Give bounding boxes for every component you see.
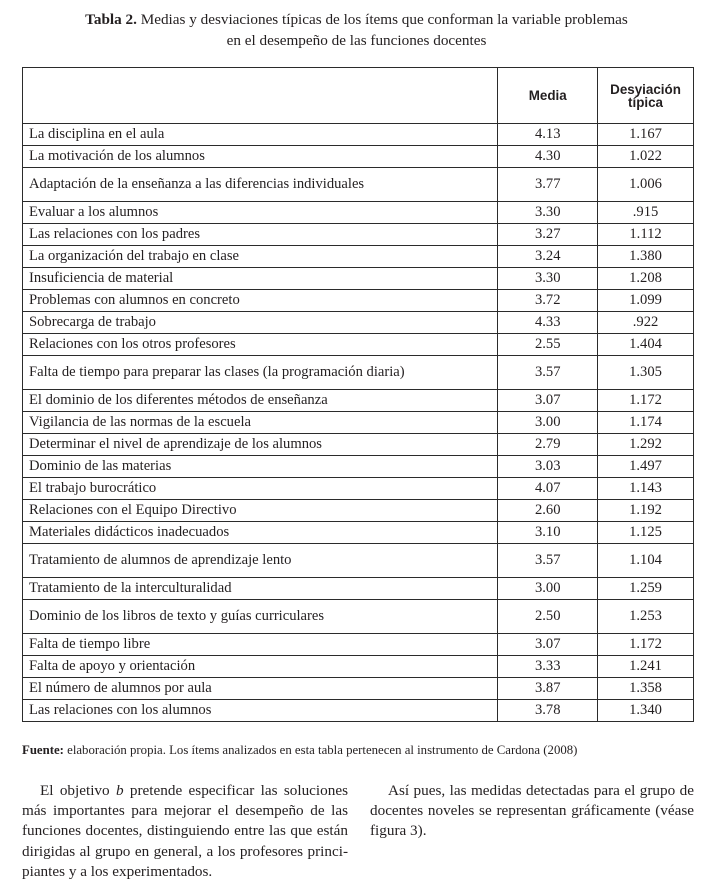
item-cell: Relaciones con los otros profesores: [23, 334, 498, 356]
table-row: [23, 312, 694, 334]
table-row: [23, 600, 694, 634]
table-header-row: [23, 68, 694, 124]
caption-title-part-1: Medias y desviaciones típicas de los ítems que conforman la variable problemas: [140, 11, 628, 28]
item-cell: Falta de tiempo libre: [23, 634, 498, 656]
header-desviacion-line-1: Desyiación: [610, 81, 681, 97]
media-cell: 4.13: [498, 124, 598, 146]
table-row: [23, 578, 694, 600]
media-cell: 3.07: [498, 390, 598, 412]
table-row: [23, 290, 694, 312]
item-cell: El número de alumnos por aula: [23, 678, 498, 700]
item-cell: Tratamiento de alumnos de aprendizaje lento: [23, 544, 498, 578]
table-row: [23, 700, 694, 722]
item-cell: Insuficiencia de material: [23, 268, 498, 290]
item-cell: Las relaciones con los padres: [23, 224, 498, 246]
item-cell: El dominio de los diferentes métodos de enseñanza: [23, 390, 498, 412]
media-cell: 3.03: [498, 456, 598, 478]
desviacion-cell: 1.167: [598, 124, 694, 146]
desviacion-cell: 1.340: [598, 700, 694, 722]
desviacion-cell: 1.380: [598, 246, 694, 268]
table-row: [23, 434, 694, 456]
header-desviacion: [598, 68, 694, 124]
left-text-start: El objetivo: [40, 782, 116, 799]
item-cell: Tratamiento de la interculturalidad: [23, 578, 498, 600]
item-cell: Dominio de los libros de texto y guías curriculares: [23, 600, 498, 634]
desviacion-cell: 1.358: [598, 678, 694, 700]
item-cell: La organización del trabajo en clase: [23, 246, 498, 268]
media-cell: 4.07: [498, 478, 598, 500]
table-row: [23, 634, 694, 656]
item-cell: Determinar el nivel de aprendizaje de los alumnos: [23, 434, 498, 456]
header-desviacion-line-2: típica: [628, 94, 664, 110]
table-row: [23, 678, 694, 700]
item-cell: Materiales didácticos inadecuados: [23, 522, 498, 544]
media-cell: 2.79: [498, 434, 598, 456]
desviacion-cell: 1.112: [598, 224, 694, 246]
media-cell: 2.55: [498, 334, 598, 356]
body-column-right: [370, 781, 694, 842]
media-cell: 3.33: [498, 656, 598, 678]
item-cell: Adaptación de la enseñanza a las diferencias individuales: [23, 168, 498, 202]
desviacion-cell: 1.172: [598, 390, 694, 412]
item-cell: Problemas con alumnos en concreto: [23, 290, 498, 312]
desviacion-cell: 1.497: [598, 456, 694, 478]
header-item: [23, 68, 498, 124]
item-cell: Relaciones con el Equipo Directivo: [23, 500, 498, 522]
table-source-note: [22, 742, 694, 758]
item-cell: Falta de apoyo y orientación: [23, 656, 498, 678]
caption-label: Tabla 2.: [85, 11, 137, 28]
item-cell: Vigilancia de las normas de la escuela: [23, 412, 498, 434]
item-cell: El trabajo burocrático: [23, 478, 498, 500]
item-cell: Falta de tiempo para preparar las clases (la programación diaria): [23, 356, 498, 390]
table-row: [23, 500, 694, 522]
media-cell: 2.60: [498, 500, 598, 522]
table-row: [23, 224, 694, 246]
desviacion-cell: 1.125: [598, 522, 694, 544]
table-row: [23, 456, 694, 478]
desviacion-cell: 1.174: [598, 412, 694, 434]
desviacion-cell: 1.172: [598, 634, 694, 656]
desviacion-cell: 1.022: [598, 146, 694, 168]
desviacion-cell: 1.143: [598, 478, 694, 500]
left-text-rest: pretende especificar las soluciones más importantes para mejorar el desempeño de las funciones docentes, distinguiendo entre las que están dirigidas al grupo en general, a los profesores principiantes y a los experimentados.: [22, 782, 348, 880]
table-row: [23, 356, 694, 390]
item-cell: Dominio de las materias: [23, 456, 498, 478]
caption-line-1: [0, 9, 713, 30]
data-table: [22, 67, 694, 722]
item-cell: Sobrecarga de trabajo: [23, 312, 498, 334]
desviacion-cell: 1.259: [598, 578, 694, 600]
table-body: [23, 124, 694, 722]
desviacion-cell: 1.253: [598, 600, 694, 634]
table-row: [23, 202, 694, 224]
left-text-italic: b: [115, 782, 124, 799]
media-cell: 4.33: [498, 312, 598, 334]
media-cell: 3.30: [498, 202, 598, 224]
item-cell: La disciplina en el aula: [23, 124, 498, 146]
media-cell: 3.24: [498, 246, 598, 268]
table-caption: [0, 9, 713, 51]
desviacion-cell: .915: [598, 202, 694, 224]
item-cell: Las relaciones con los alumnos: [23, 700, 498, 722]
table-row: [23, 124, 694, 146]
caption-title-part-2: en el desempeño de las funciones docentes: [226, 32, 487, 49]
desviacion-cell: 1.292: [598, 434, 694, 456]
media-cell: 3.00: [498, 578, 598, 600]
media-cell: 3.72: [498, 290, 598, 312]
desviacion-cell: 1.305: [598, 356, 694, 390]
table-row: [23, 390, 694, 412]
item-cell: La motivación de los alumnos: [23, 146, 498, 168]
media-cell: 3.00: [498, 412, 598, 434]
right-text: Así pues, las medidas detectadas para el grupo de docentes noveles se representan gráficamente (véase figura 3).: [370, 782, 694, 840]
desviacion-cell: 1.099: [598, 290, 694, 312]
table-row: [23, 146, 694, 168]
desviacion-cell: 1.208: [598, 268, 694, 290]
desviacion-cell: 1.104: [598, 544, 694, 578]
desviacion-cell: 1.192: [598, 500, 694, 522]
header-media: Media: [498, 68, 598, 124]
media-cell: 4.30: [498, 146, 598, 168]
media-cell: 3.07: [498, 634, 598, 656]
media-cell: 3.57: [498, 544, 598, 578]
media-cell: 3.10: [498, 522, 598, 544]
desviacion-cell: 1.241: [598, 656, 694, 678]
desviacion-cell: 1.006: [598, 168, 694, 202]
table-row: [23, 268, 694, 290]
desviacion-cell: 1.404: [598, 334, 694, 356]
source-label: Fuente:: [22, 743, 64, 757]
table-row: [23, 522, 694, 544]
table-row: [23, 168, 694, 202]
table-row: [23, 246, 694, 268]
table-row: [23, 478, 694, 500]
table-row: [23, 544, 694, 578]
media-cell: 2.50: [498, 600, 598, 634]
media-cell: 3.77: [498, 168, 598, 202]
source-text: elaboración propia. Los ítems analizados en esta tabla pertenecen al instrumento de Cardona (2008): [67, 743, 578, 757]
media-cell: 3.30: [498, 268, 598, 290]
item-cell: Evaluar a los alumnos: [23, 202, 498, 224]
table-row: [23, 656, 694, 678]
media-cell: 3.78: [498, 700, 598, 722]
media-cell: 3.27: [498, 224, 598, 246]
desviacion-cell: .922: [598, 312, 694, 334]
table-row: [23, 334, 694, 356]
media-cell: 3.87: [498, 678, 598, 700]
table-row: [23, 412, 694, 434]
media-cell: 3.57: [498, 356, 598, 390]
body-column-left: [22, 781, 348, 882]
